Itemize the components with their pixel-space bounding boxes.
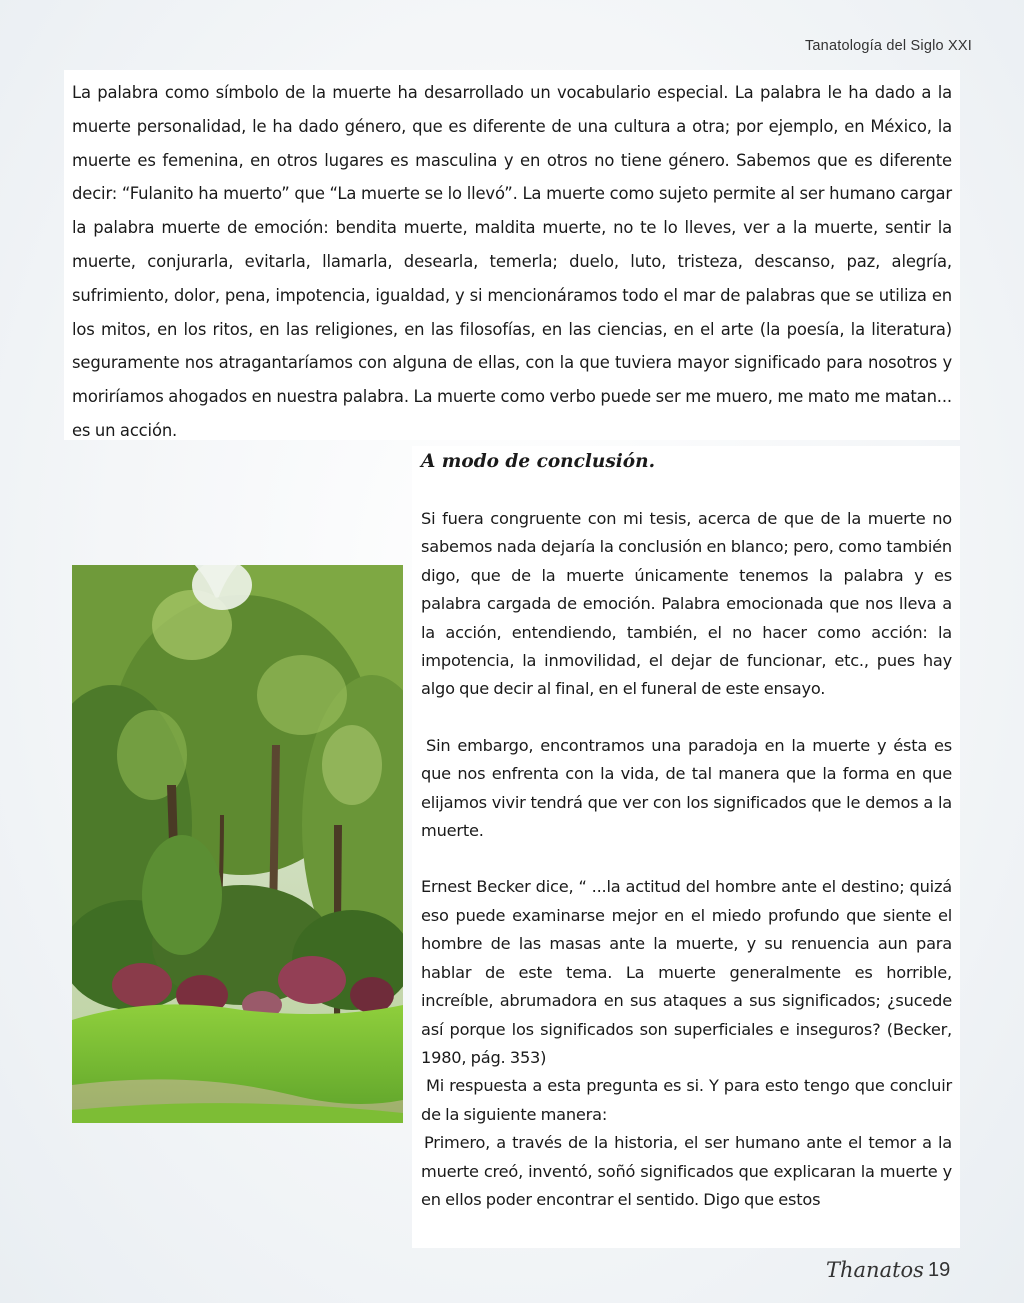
garden-photo [72, 565, 403, 1123]
conclusion-paragraph-3: Ernest Becker dice, “ ...la actitud del hombre ante el destino; quizá eso puede examinarse mejor en el miedo profundo que siente el hombre de las masas ante la muerte, y su renuencia aun para hablar de este tema. La muerte generalmente es horrible, increíble, abrumadora en sus ataques a sus significados; ¿sucede así porque los significados son superficiales e inseguros? (Becker, 1980, pág. 353) [421, 877, 952, 1067]
conclusion-section [412, 446, 960, 1248]
conclusion-paragraph-4: Mi respuesta a esta pregunta es si. Y para esto tengo que concluir de la siguiente manera: [421, 1076, 952, 1124]
page-number: 19 [928, 1259, 951, 1281]
conclusion-paragraph-2: Sin embargo, encontramos una paradoja en la muerte y ésta es que nos enfrenta con la vida, de tal manera que la forma en que elijamos vivir tendrá que ver con los significados que le demos a la muerte. [421, 735, 952, 841]
conclusion-paragraph-1: Si fuera congruente con mi tesis, acerca de que de la muerte no sabemos nada dejaría la conclusión en blanco; pero, como también digo, que de la muerte únicamente tenemos la palabra y es palabra cargada de emoción. Palabra emocionada que nos lleva a la acción, entendiendo, también, el no hacer como acción: la impotencia, la inmovilidad, el dejar de funcionar, etc., pues hay algo que decir al final, en el funeral de este ensayo. [421, 509, 952, 699]
paragraph-word-as-symbol: La palabra como símbolo de la muerte ha desarrollado un vocabulario especial. La palabra le ha dado a la muerte personalidad, le ha dado género, que es diferente de una cultura a otra; por ejemplo, en México, la muerte es femenina, en otros lugares es masculina y en otros no tiene género. Sabemos que es diferente decir: “Fulanito ha muerto” que “La muerte se lo llevó”. La muerte como sujeto permite al ser humano cargar la palabra muerte de emoción: bendita muerte, maldita muerte, no te lo lleves, ver a la muerte, sentir la muerte, conjurarla, evitarla, llamarla, desearla, temerla; duelo, luto, tristeza, descanso, paz, alegría, sufrimiento, dolor, pena, impotencia, igualdad, y si mencionáramos todo el mar de palabras que se utiliza en los mitos, en los ritos, en las religiones, en las filosofías, en las ciencias, en el arte (la poesía, la literatura) seguramente nos atragantaríamos con alguna de ellas, con la que tuviera mayor significado para nosotros y moriríamos ahogados en nuestra palabra. La muerte como verbo puede ser me muero, me mato me matan... es un acción. [72, 83, 952, 440]
running-header: Tanatología del Siglo XXI [804, 38, 972, 54]
conclusion-paragraph-5: Primero, a través de la historia, el ser humano ante el temor a la muerte creó, inventó, soñó significados que explicaran la muerte y en ellos poder encontrar el sentido. Digo que estos [421, 1133, 952, 1209]
footer-brand: Thanatos [826, 1258, 924, 1282]
garden-photo-illustration [72, 565, 403, 1123]
top-text-box [64, 70, 960, 440]
section-title: A modo de conclusión. [421, 451, 656, 472]
